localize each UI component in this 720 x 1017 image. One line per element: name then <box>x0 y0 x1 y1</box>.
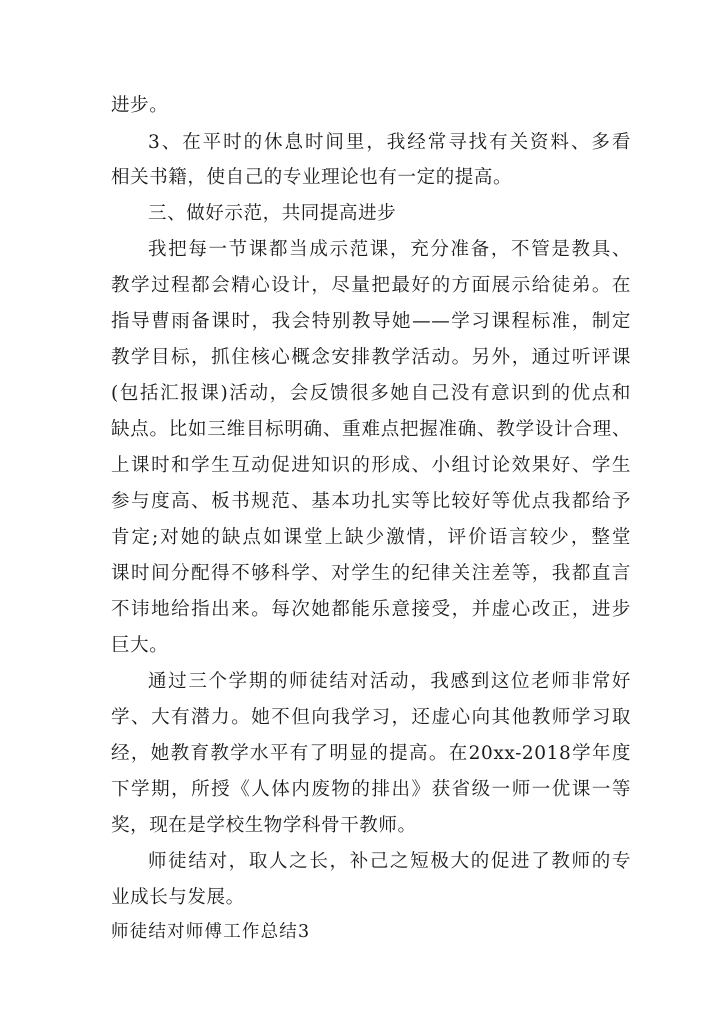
paragraph-line: 参与度高、板书规范、基本功扎实等比较好等优点我都给予 <box>111 491 631 512</box>
paragraph-line: 不讳地给指出来。每次她都能乐意接受，并虚心改正，进步 <box>111 599 631 620</box>
paragraph-line: 教学目标，抓住核心概念安排教学活动。另外，通过听评课 <box>111 347 631 368</box>
paragraph-line: 学、大有潜力。她不但向我学习，还虚心向其他教师学习取 <box>111 707 631 728</box>
paragraph-line: 相关书籍，使自己的专业理论也有一定的提高。 <box>111 167 513 188</box>
subheading-line: 三、做好示范，共同提高进步 <box>148 203 397 224</box>
paragraph-line: 指导曹雨备课时，我会特别教导她——学习课程标准，制定 <box>111 311 631 332</box>
paragraph-line: 上课时和学生互动促进知识的形成、小组讨论效果好、学生 <box>111 455 631 476</box>
paragraph-line: 业成长与发展。 <box>111 887 245 908</box>
paragraph-line: 肯定;对她的缺点如课堂上缺少激情，评价语言较少，整堂 <box>111 527 631 548</box>
section-heading: 师徒结对师傅工作总结3 <box>111 922 311 942</box>
paragraph-line: 奖，现在是学校生物学科骨干教师。 <box>111 815 417 836</box>
paragraph-line: 进步。 <box>111 95 169 116</box>
paragraph-line: 师徒结对，取人之长，补己之短极大的促进了教师的专 <box>148 851 631 872</box>
paragraph-line: 巨大。 <box>111 635 169 656</box>
paragraph-line: 我把每一节课都当成示范课，充分准备，不管是教具、 <box>148 239 631 260</box>
paragraph-line: 通过三个学期的师徒结对活动，我感到这位老师非常好 <box>148 671 631 692</box>
paragraph-line: 缺点。比如三维目标明确、重难点把握准确、教学设计合理、 <box>111 419 631 440</box>
paragraph-line: 课时间分配得不够科学、对学生的纪律关注差等，我都直言 <box>111 563 631 584</box>
paragraph-line: 教学过程都会精心设计，尽量把最好的方面展示给徒弟。在 <box>111 275 631 296</box>
paragraph-line: 下学期，所授《人体内废物的排出》获省级一师一优课一等 <box>111 779 631 800</box>
paragraph-line: 经，她教育教学水平有了明显的提高。在20xx-2018学年度 <box>111 743 631 764</box>
paragraph-line: 3、在平时的休息时间里，我经常寻找有关资料、多看 <box>148 132 631 153</box>
paragraph-line: (包括汇报课)活动，会反馈很多她自己没有意识到的优点和 <box>111 383 631 404</box>
